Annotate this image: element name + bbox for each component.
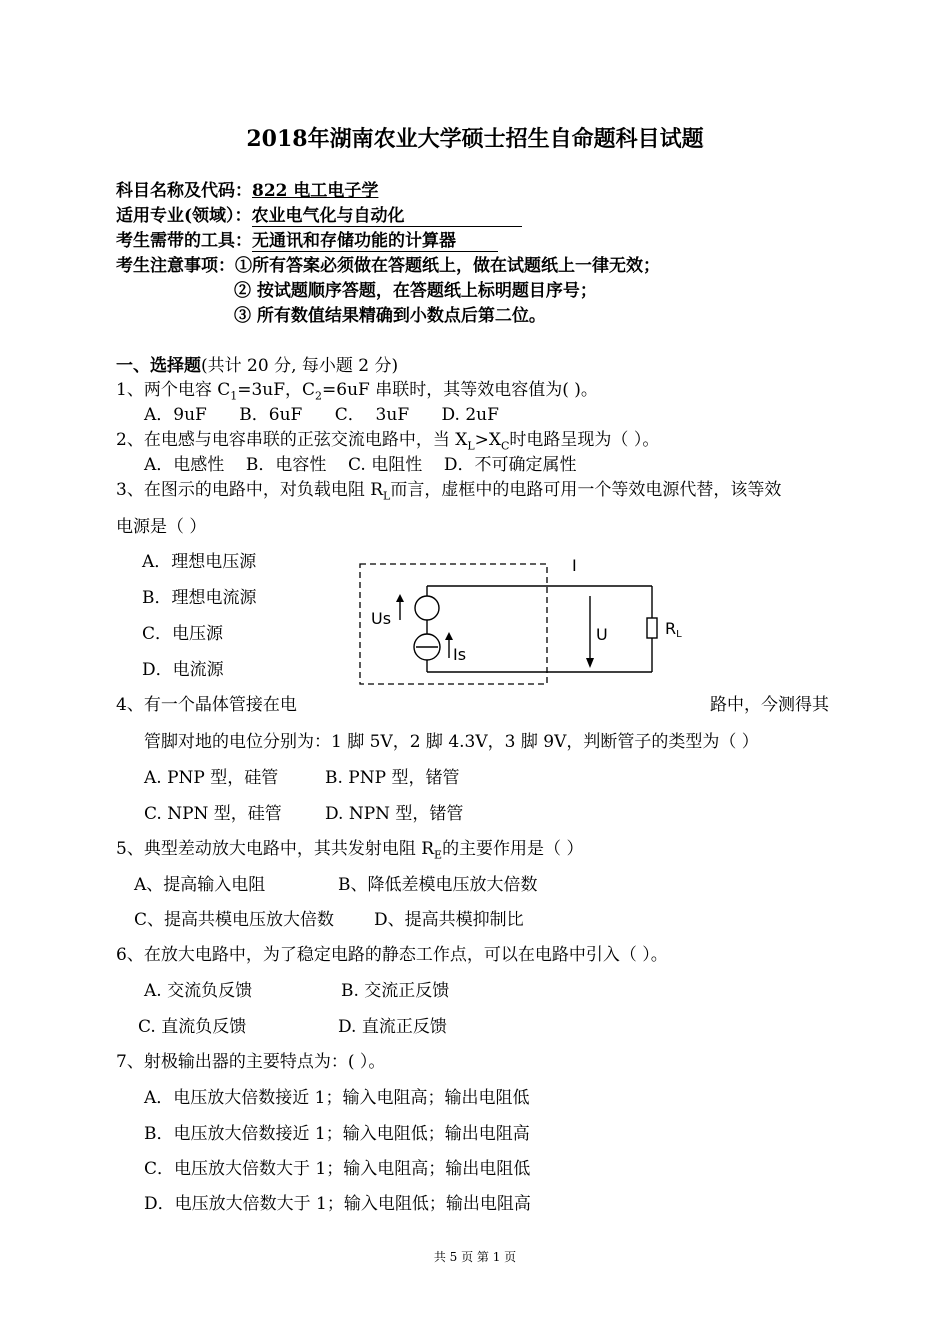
q1-text-c: =6uF 串联时，其等效电容值为( )。 <box>322 380 598 400</box>
q7-option-b: B．电压放大倍数接近 1；输入电阻低；输出电阻高 <box>144 1124 530 1144</box>
question-6: 6、在放大电路中，为了稳定电路的静态工作点，可以在电路中引入（ ）。 <box>116 945 668 965</box>
q7-option-c: C．电压放大倍数大于 1；输入电阻高；输出电阻低 <box>144 1159 531 1179</box>
section-desc: (共计 20 分, 每小题 2 分) <box>201 356 399 376</box>
question-2 <box>116 425 659 452</box>
label-us: Us <box>371 609 392 628</box>
q5-option-c: C、提高共模电压放大倍数 <box>134 910 335 930</box>
q3-text-a: 3、在图示的电路中，对负载电阻 R <box>116 480 384 500</box>
label-is: Is <box>453 645 467 664</box>
tools-line <box>116 226 498 252</box>
q2-text-a: 2、在电感与电容串联的正弦交流电路中，当 X <box>116 430 468 450</box>
q3-option-a: A．理想电压源 <box>142 552 257 572</box>
q7-option-a: A．电压放大倍数接近 1；输入电阻高；输出电阻低 <box>144 1088 530 1108</box>
q1-text-a: 1、两个电容 C <box>116 380 231 400</box>
note-2: ② 按试题顺序答题，在答题纸上标明题目序号； <box>234 281 597 301</box>
question-4-a: 4、有一个晶体管接在电 <box>116 695 297 715</box>
q3-option-b: B．理想电流源 <box>142 588 257 608</box>
question-7: 7、射极输出器的主要特点为：( ）。 <box>116 1052 386 1072</box>
q3-option-c: C．电压源 <box>142 624 224 644</box>
q1-text-b: =3uF，C <box>237 380 316 400</box>
voltage-source-icon <box>415 596 439 620</box>
q5-option-b: B、降低差模电压放大倍数 <box>338 875 538 895</box>
us-arrowhead-icon <box>396 594 404 602</box>
label-u: U <box>596 625 608 644</box>
q2-sub-2: C <box>501 439 510 453</box>
section-heading <box>116 351 398 376</box>
note-1: ①所有答案必须做在答题纸上，做在试题纸上一律无效； <box>235 256 660 276</box>
u-arrowhead-icon <box>586 658 594 668</box>
is-arrowhead-icon <box>445 632 453 640</box>
q4-option-a: A. PNP 型，硅管 <box>144 768 279 788</box>
q3-line-2: 电源是（ ） <box>116 517 207 537</box>
q1-sub-2: 2 <box>315 389 323 403</box>
page-title: 2018年湖南农业大学硕士招生自命题科目试题 <box>246 126 704 152</box>
label-rl: RL <box>665 619 682 640</box>
major-line <box>116 201 522 227</box>
tools-value: 无通讯和存储功能的计算器 <box>252 231 456 251</box>
subject-value: 822 电工电子学 <box>252 181 379 201</box>
q6-option-b: B. 交流正反馈 <box>341 981 450 1001</box>
q2-text-c: 时电路呈现为（ ）。 <box>509 430 660 450</box>
notes-line <box>116 251 660 276</box>
q5-text-b: 的主要作用是（ ） <box>442 839 584 859</box>
q6-option-d: D. 直流正反馈 <box>338 1017 447 1037</box>
q3-sub-1: L <box>383 489 391 503</box>
q4-option-d: D. NPN 型，锗管 <box>325 804 464 824</box>
q7-option-d: D．电压放大倍数大于 1；输入电阻低；输出电阻高 <box>144 1194 531 1214</box>
q6-option-c: C. 直流负反馈 <box>138 1017 247 1037</box>
q1-sub-1: 1 <box>230 389 238 403</box>
question-3 <box>116 475 781 502</box>
page-footer: 共 5 页 第 1 页 <box>433 1250 517 1264</box>
notes-label: 考生注意事项： <box>116 256 235 276</box>
q4-line-2: 管脚对地的电位分别为：1 脚 5V，2 脚 4.3V，3 脚 9V，判断管子的类型为（ ） <box>144 732 759 752</box>
tools-label: 考生需带的工具： <box>116 231 252 251</box>
subject-line <box>116 176 378 201</box>
q2-options: A．电感性 B．电容性 C. 电阻性 D．不可确定属性 <box>144 455 577 475</box>
note-3: ③ 所有数值结果精确到小数点后第二位。 <box>234 306 546 326</box>
q4-option-b: B. PNP 型，锗管 <box>325 768 460 788</box>
q3-option-d: D．电流源 <box>142 660 224 680</box>
label-i: I <box>572 556 577 575</box>
section-label: 一、选择题 <box>116 356 201 376</box>
question-4-b: 路中，今测得其 <box>710 695 829 715</box>
q5-text-a: 5、典型差动放大电路中，其共发射电阻 R <box>116 839 435 859</box>
q5-option-d: D、提高共模抑制比 <box>374 910 524 930</box>
major-value: 农业电气化与自动化 <box>251 206 405 226</box>
q4-option-c: C. NPN 型，硅管 <box>144 804 282 824</box>
q5-sub-1: E <box>434 848 443 862</box>
major-label: 适用专业(领域）： <box>116 206 252 226</box>
load-resistor-icon <box>647 618 657 638</box>
question-5 <box>116 834 583 861</box>
q1-options: A．9uF B．6uF C． 3uF D. 2uF <box>144 405 499 425</box>
q6-option-a: A. 交流负反馈 <box>144 981 253 1001</box>
q3-text-b: 而言，虚框中的电路可用一个等效电源代替，该等效 <box>390 480 782 500</box>
q2-text-b: >X <box>474 430 501 450</box>
q5-option-a: A、提高输入电阻 <box>134 875 266 895</box>
q2-sub-1: L <box>467 439 475 453</box>
subject-label: 科目名称及代码： <box>116 181 252 201</box>
circuit-diagram <box>350 548 700 693</box>
question-1 <box>116 375 598 402</box>
